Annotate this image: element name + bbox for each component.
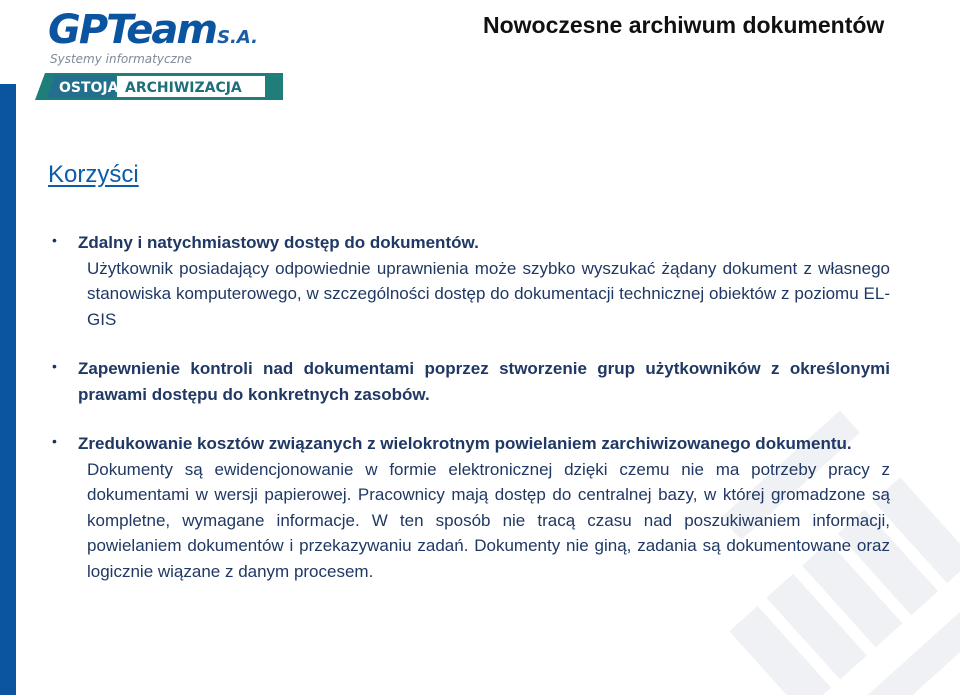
list-item (46, 356, 890, 407)
left-accent-bar (0, 84, 16, 695)
list-item (46, 431, 890, 584)
bullet-lead-text: Zapewnienie kontroli nad dokumentami poprzez stworzenie grup użytkowników z określonymi prawami dostępu do konkretnych zasobów. (78, 359, 890, 404)
bullet-lead-text: Zredukowanie kosztów związanych z wielokrotnym powielaniem zarchiwizowanego dokumentu. (78, 434, 852, 453)
logo-suffix: S.A. (217, 27, 258, 48)
logo-band (35, 73, 283, 100)
bullet-dot-icon: • (52, 433, 57, 449)
section-heading: Korzyści (48, 161, 139, 188)
bullet-dot-icon: • (52, 232, 57, 248)
logo-subtitle: Systemy informatyczne (50, 52, 192, 66)
bullet-body-text: Użytkownik posiadający odpowiednie uprawnienia może szybko wyszukać żądany dokument z własnego stanowiska komputerowego, w szczególności dostęp do dokumentacji technicznej obiektów z poziomu EL-GIS (87, 258, 890, 329)
logo-band-left-text: OSTOJA (59, 80, 119, 96)
bullet-lead-text: Zdalny i natychmiastowy dostęp do dokumentów. (78, 233, 479, 252)
logo-band-right-text: ARCHIWIZACJA (125, 80, 242, 96)
bullet-dot-icon: • (52, 358, 57, 374)
benefits-list (46, 230, 890, 584)
bullet-body-text: Dokumenty są ewidencjonowanie w formie elektronicznej dzięki czemu nie ma potrzeby pracy z dokumentami w wersji papierowej. Pracownicy mają dostęp do centralnej bazy, w której gromadzone są kompletne, wymagane informacje. W ten sposób nie tracą czasu nad poszukiwaniem informacji, powielaniem dokumentów i przekazywaniu zadań. Dokumenty nie giną, zadania są dokumentowane oraz logicznie wiązane z danym procesem. (87, 459, 890, 581)
list-item (46, 230, 890, 332)
logo-main-text: GPTeam (48, 7, 217, 53)
page-title: Nowoczesne archiwum dokumentów (483, 12, 885, 38)
company-logo (44, 8, 294, 106)
slide-header (0, 0, 960, 110)
